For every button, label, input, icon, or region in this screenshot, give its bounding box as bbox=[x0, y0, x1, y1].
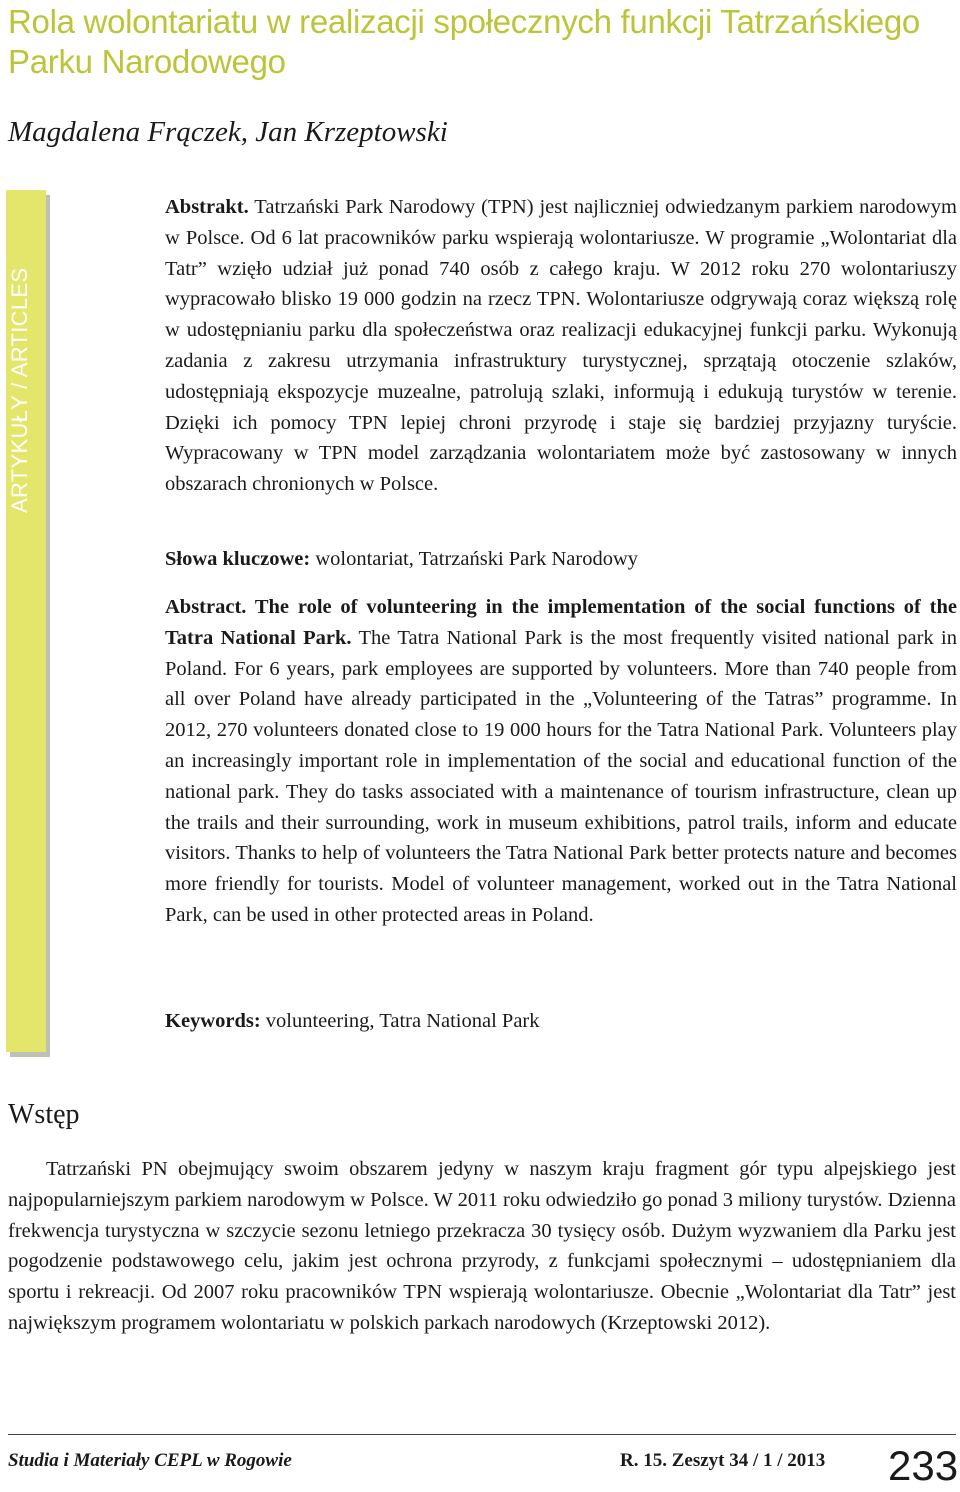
footer-journal: Studia i Materiały CEPL w Rogowie bbox=[8, 1450, 292, 1471]
keywords-polish-label: Słowa kluczowe: bbox=[165, 548, 311, 570]
keywords-english-label: Keywords: bbox=[165, 1010, 261, 1032]
abstract-polish bbox=[165, 192, 957, 500]
intro-heading: Wstęp bbox=[8, 1099, 80, 1130]
keywords-english-text: volunteering, Tatra National Park bbox=[260, 1010, 540, 1032]
abstract-polish-text: Tatrzański Park Narodowy (TPN) jest najliczniej odwiedzanym parkiem narodowym w Polsce. Od 6 lat pracowników parku wspierają wolontariusze. W programie „Wolontariat dla Tatr” wzięło udział już ponad 740 osób z całego kraju. W 2012 roku 270 wolontariuszy wypracowało blisko 19 000 godzin na rzecz TPN. Wolontariusze odgrywają coraz większą rolę w udostępnianiu parku dla społeczeństwa oraz realizacji edukacyjnej funkcji parku. Wykonują zadania z zakresu utrzymania infrastruktury turystycznej, sprzątają otoczenie szlaków, udostępniają ekspozycje muzealne, patrolują szlaki, informują i edukują turystów w terenie. Dzięki ich pomocy TPN lepiej chroni przyrodę i staje się bardziej przyjazny turyście. Wypracowany w TPN model zarządzania wolontariatem może być zastosowany w innych obszarach chronionych w Polsce. bbox=[165, 196, 957, 496]
article-title: Rola wolontariatu w realizacji społecznych funkcji Tatrzańskiego Parku Narodowego bbox=[8, 3, 920, 80]
intro-paragraph: Tatrzański PN obejmujący swoim obszarem jedyny w naszym kraju fragment gór typu alpejskiego jest najpopularniejszym parkiem narodowym w Polsce. W 2011 roku odwiedziło go ponad 3 miliony turystów. Dzienna frekwencja turystyczna w szczycie sezonu letniego przekracza 30 tysięcy osób. Dużym wyzwaniem dla Parku jest pogodzenie podstawowego celu, jakim jest ochrona przyrody, z funkcjami społecznymi – udostępnianiem dla sportu i rekreacji. Od 2007 roku pracowników TPN wspierają wolontariusze. Obecnie „Wolontariat dla Tatr” jest największym programem wolontariatu w polskich parkach narodowych (Krzeptowski 2012). bbox=[8, 1158, 956, 1334]
abstract-polish-label: Abstrakt. bbox=[165, 196, 249, 218]
intro-section bbox=[8, 1154, 956, 1339]
abstract-english-text: The Tatra National Park is the most frequently visited national park in Poland. For 6 years, park employees are supported by volunteers. More than 740 people from all over Poland have already participated in the „Volunteering of the Tatras” programme. In 2012, 270 volunteers donated close to 19 000 hours for the Tatra National Park. Volunteers play an increasingly important role in implementation of the social and educational function of the national park. They do tasks associated with a maintenance of tourism infrastructure, clean up the trails and their surrounding, work in museum exhibitions, patrol trails, inform and educate visitors. Thanks to help of volunteers the Tatra National Park better protects nature and becomes more friendly for tourists. Model of volunteer management, worked out in the Tatra National Park, can be used in other protected areas in Poland. bbox=[165, 626, 957, 926]
keywords-polish-text: wolontariat, Tatrzański Park Narodowy bbox=[310, 548, 639, 570]
abstract-english bbox=[165, 592, 957, 931]
abstract-english-label: Abstract. The role of volunteering in the implementation of the social functions of the Tatra National Park. bbox=[165, 596, 957, 649]
article-authors: Magdalena Frączek, Jan Krzeptowski bbox=[8, 116, 448, 148]
keywords-english bbox=[165, 1006, 957, 1037]
footer-issue: R. 15. Zeszyt 34 / 1 / 2013 bbox=[620, 1450, 826, 1471]
page-number: 233 bbox=[888, 1442, 959, 1489]
footer-divider bbox=[8, 1434, 956, 1435]
keywords-polish bbox=[165, 544, 957, 575]
section-label: ARTYKUŁY / ARTICLES bbox=[7, 267, 32, 513]
